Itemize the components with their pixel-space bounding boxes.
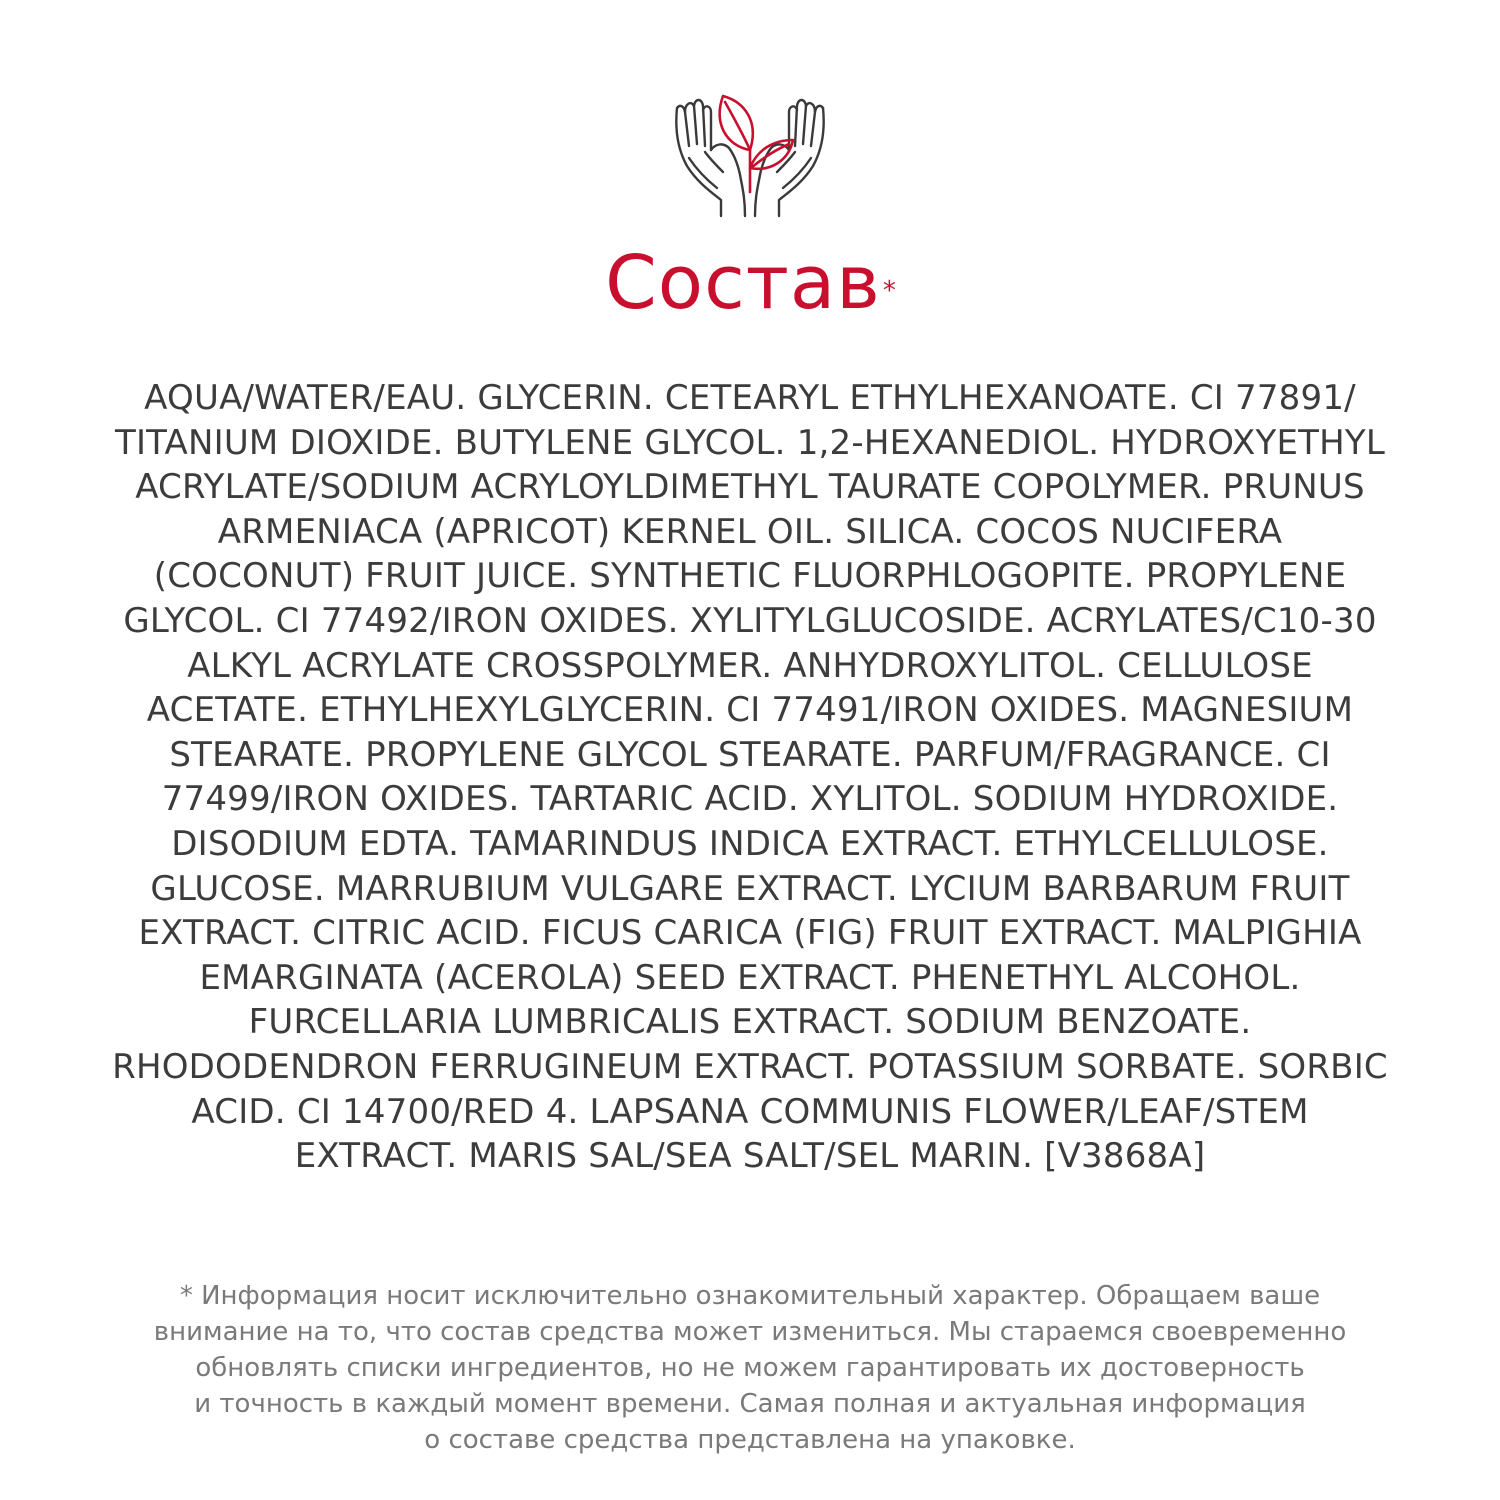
page-title [0,238,1500,328]
ingredients-list: AQUA/WATER/EAU. GLYCERIN. CETEARYL ETHYLHEXANOATE. CI 77891/ TITANIUM DIOXIDE. BUTYLENE GLYCOL. 1,2-HEXANEDIOL. HYDROXYETHYL ACRYLATE/SODIUM ACRYLOYLDIMETHYL TAURATE COPOLYMER. PRUNUS ARMENIACA (APRICOT) KERNEL OIL. SILICA. COCOS NUCIFERA (COCONUT) FRUIT JUICE. SYNTHETIC FLUORPHLOGOPITE. PROPYLENE GLYCOL. CI 77492/IRON OXIDES. XYLITYLGLUCOSIDE. ACRYLATES/C10-30 ALKYL ACRYLATE CROSSPOLYMER. ANHYDROXYLITOL. CELLULOSE ACETATE. ETHYLHEXYLGLYCERIN. CI 77491/IRON OXIDES. MAGNESIUM STEARATE. PROPYLENE GLYCOL STEARATE. PARFUM/FRAGRANCE. CI 77499/IRON OXIDES. TARTARIC ACID. XYLITOL. SODIUM HYDROXIDE. DISODIUM EDTA. TAMARINDUS INDICA EXTRACT. ETHYLCELLULOSE. GLUCOSE. MARRUBIUM VULGARE EXTRACT. LYCIUM BARBARUM FRUIT EXTRACT. CITRIC ACID. FICUS CARICA (FIG) FRUIT EXTRACT. MALPIGHIA EMARGINATA (ACEROLA) SEED EXTRACT. PHENETHYL ALCOHOL. FURCELLARIA LUMBRICALIS EXTRACT. SODIUM BENZOATE. RHODODENDRON FERRUGINEUM EXTRACT. POTASSIUM SORBATE. SORBIC ACID. CI 14700/RED 4. LAPSANA COMMUNIS FLOWER/LEAF/STEM EXTRACT. MARIS SAL/SEA SALT/SEL MARIN. [V3868A] [112,378,1388,1177]
hands-leaf-icon [665,88,835,218]
title-text: Состав [605,240,881,326]
disclaimer-note: * Информация носит исключительно ознакомительный характер. Обращаем ваше внимание на то, что состав средства может измениться. Мы стараемся своевременно обновлять списки ингредиентов, но не можем гарантировать их достоверность и точность в каждый момент времени. Самая полная и актуальная информация о составе средства представлена на упаковке. [153,1281,1347,1455]
title-footnote-mark: * [882,276,897,306]
